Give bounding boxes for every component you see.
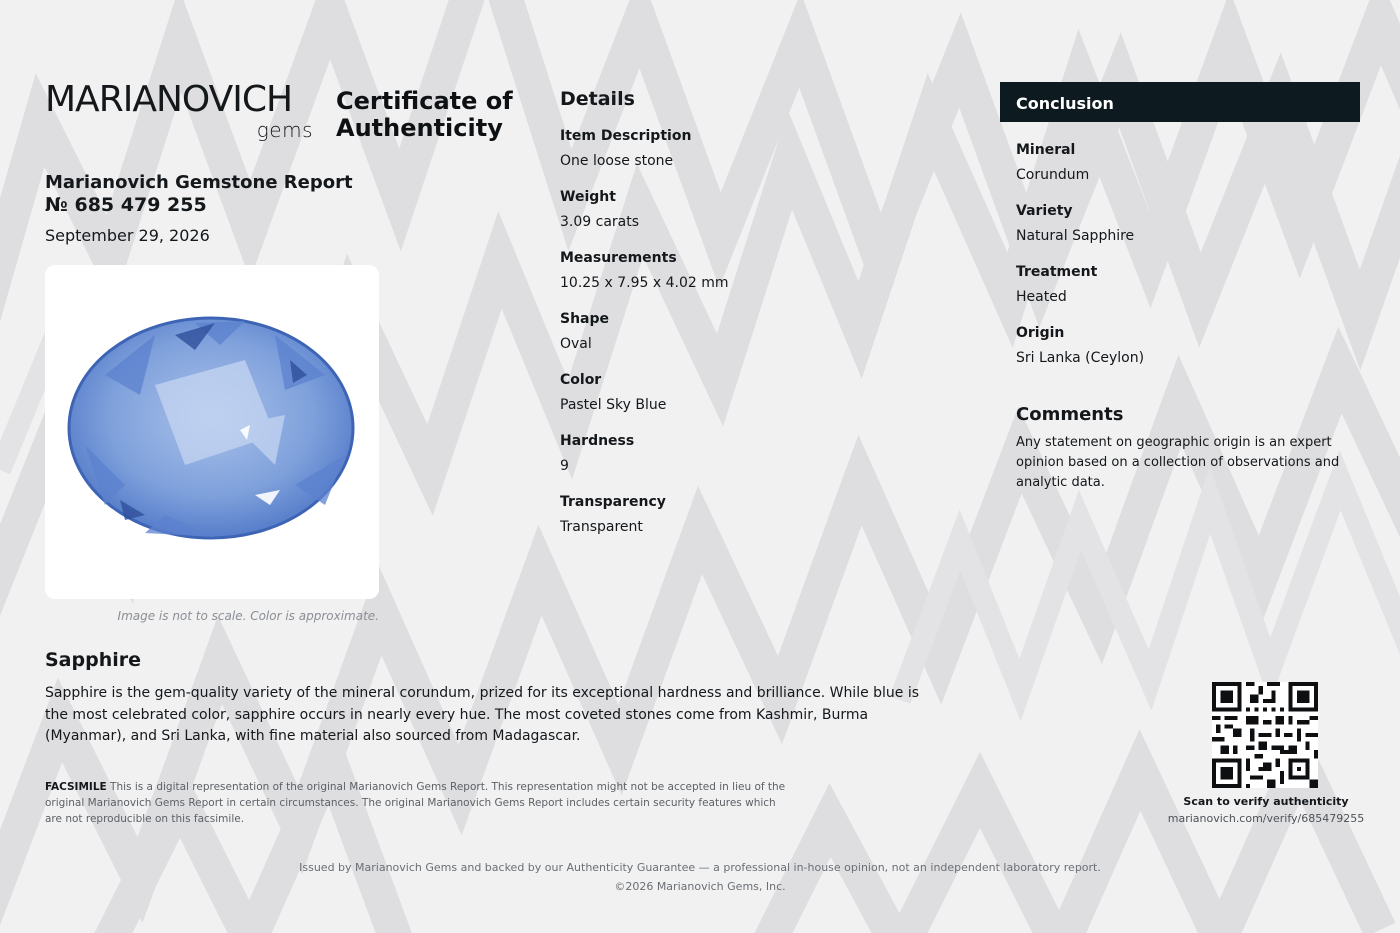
detail-color [560, 371, 900, 415]
report-name: Marianovich Gemstone Report [45, 172, 353, 193]
conclusion-treatment [1016, 263, 1344, 307]
field-value: 9 [560, 458, 569, 474]
field-value: One loose stone [560, 153, 674, 169]
details-section [560, 88, 900, 537]
field-label: Hardness [560, 433, 635, 449]
field-value: Natural Sapphire [1016, 228, 1135, 244]
sapphire-photo [45, 265, 379, 599]
comments-text: Any statement on geographic origin is an expert opinion based on a collection of observations and analytic data. [1016, 435, 1340, 490]
field-label: Transparency [560, 494, 666, 510]
field-value: Corundum [1016, 167, 1090, 183]
field-value: Oval [560, 336, 592, 352]
field-label: Variety [1016, 203, 1073, 219]
footer-disclaimer: Issued by Marianovich Gems and backed by our Authenticity Guarantee — a professional in-house opinion, not an independent laboratory report. [299, 861, 1101, 874]
conclusion-variety [1016, 202, 1344, 246]
verify-url[interactable]: marianovich.com/verify/685479255 [1167, 812, 1365, 825]
conclusion-mineral [1016, 141, 1344, 185]
field-value: 10.25 x 7.95 x 4.02 mm [560, 275, 729, 291]
conclusion-section [1000, 82, 1360, 493]
field-label: Origin [1016, 325, 1065, 341]
field-value: Sri Lanka (Ceylon) [1016, 350, 1145, 366]
detail-shape [560, 310, 900, 354]
detail-transparency [560, 493, 900, 537]
logo-subtitle: gems [256, 118, 313, 142]
field-value: 3.09 carats [560, 214, 640, 230]
field-value: Transparent [560, 519, 643, 535]
field-label: Weight [560, 189, 616, 205]
field-label: Measurements [560, 250, 677, 266]
field-label: Mineral [1016, 142, 1076, 158]
certificate-title-line-1: Certificate of [336, 87, 513, 115]
logo-wordmark: MARIANOVICH [45, 79, 293, 120]
certificate-title [336, 88, 526, 142]
detail-hardness [560, 432, 900, 476]
detail-measurements [560, 249, 900, 293]
qr-code-icon[interactable] [1212, 682, 1318, 788]
detail-item-description [560, 127, 900, 171]
field-value: Pastel Sky Blue [560, 397, 667, 413]
comments-title: Comments [1016, 404, 1124, 425]
field-value: Heated [1016, 289, 1067, 305]
gem-photo-card [45, 265, 379, 599]
field-label: Shape [560, 311, 610, 327]
field-label: Item Description [560, 128, 692, 144]
field-label: Color [560, 372, 602, 388]
facsimile-text: This is a digital representation of the original Marianovich Gems Report. This representation might not be accepted in lieu of the original Marianovich Gems Report in certain circumstances. The original Marianovich Gems Report includes certain security features which are not reproducible on this facsimile. [45, 781, 786, 825]
gem-info-title: Sapphire [45, 649, 142, 671]
facsimile-notice [45, 779, 795, 827]
brand-logo [45, 79, 315, 142]
conclusion-origin [1016, 324, 1344, 368]
report-date: September 29, 2026 [45, 226, 210, 245]
photo-caption: Image is not to scale. Color is approximate. [117, 609, 379, 623]
field-label: Treatment [1016, 264, 1098, 280]
report-number: № 685 479 255 [45, 194, 207, 216]
detail-weight [560, 188, 900, 232]
footer-copyright: ©2026 Marianovich Gems, Inc. [614, 880, 786, 893]
details-title: Details [560, 88, 635, 110]
conclusion-body [1000, 141, 1360, 493]
facsimile-label: FACSIMILE [45, 781, 107, 793]
gem-info-text: Sapphire is the gem-quality variety of the mineral corundum, prized for its exceptional hardness and brilliance. While blue is the most celebrated color, sapphire occurs in nearly every hue. The most coveted stones come from Kashmir, Burma (Myanmar), and Sri Lanka, with fine material also sourced from Madagascar. [45, 685, 920, 744]
qr-label: Scan to verify authenticity [1183, 795, 1349, 808]
certificate-title-line-2: Authenticity [336, 114, 503, 142]
conclusion-header: Conclusion [1000, 82, 1360, 122]
